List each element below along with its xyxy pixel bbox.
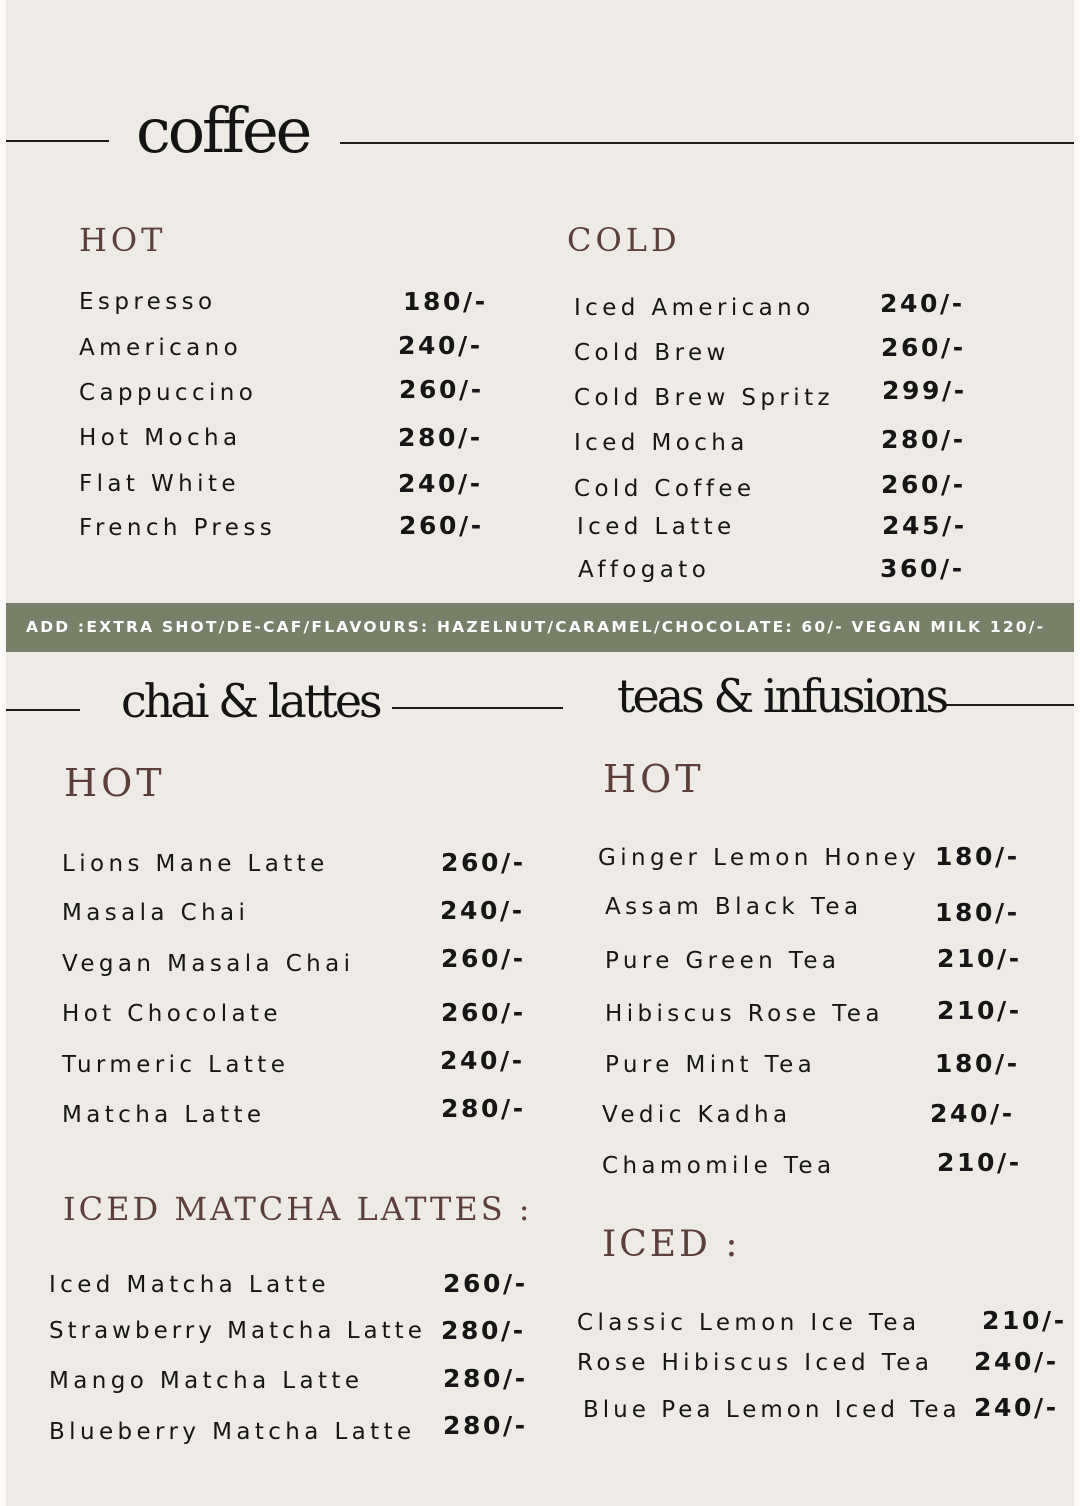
list-item-price: 240/- [880,289,965,318]
list-item-name: Espresso [79,289,217,315]
list-item-price: 240/- [398,331,483,360]
list-item-name: Flat White [79,471,240,497]
chai-rule-right [392,707,563,709]
list-item-price: 240/- [440,1046,525,1075]
list-item-price: 180/- [935,898,1020,927]
list-item-name: Americano [79,335,243,361]
teas-iced-heading: ICED : [602,1224,741,1265]
list-item-price: 245/- [882,511,967,540]
list-item-name: Strawberry Matcha Latte [49,1318,426,1344]
list-item-price: 260/- [881,333,966,362]
list-item-price: 260/- [881,470,966,499]
coffee-title: coffee [136,94,310,167]
list-item-name: Cold Coffee [574,476,756,502]
list-item-name: Affogato [578,557,711,583]
list-item-name: Rose Hibiscus Iced Tea [577,1350,934,1376]
list-item-name: Vegan Masala Chai [62,951,355,977]
list-item-name: Matcha Latte [62,1102,266,1128]
list-item-price: 210/- [937,1148,1022,1177]
list-item-price: 180/- [935,842,1020,871]
left-page-edge [0,0,6,1506]
list-item-name: Blueberry Matcha Latte [49,1419,416,1445]
list-item-name: Iced Latte [577,514,736,540]
list-item-name: Pure Green Tea [605,948,841,974]
list-item-price: 360/- [880,554,965,583]
list-item-price: 210/- [982,1306,1067,1335]
list-item-name: Turmeric Latte [62,1052,290,1078]
list-item-price: 240/- [930,1099,1015,1128]
list-item-price: 280/- [443,1411,528,1440]
coffee-cold-heading: COLD [567,221,681,259]
list-item-name: Hot Chocolate [62,1001,282,1027]
list-item-price: 240/- [440,896,525,925]
coffee-rule-left [6,140,109,142]
list-item-price: 260/- [443,1269,528,1298]
list-item-name: Cold Brew Spritz [574,385,834,411]
list-item-name: Masala Chai [62,900,250,926]
list-item-price: 280/- [881,425,966,454]
chai-rule-left [6,709,80,711]
list-item-name: Chamomile Tea [602,1153,836,1179]
list-item-price: 240/- [398,469,483,498]
list-item-name: Vedic Kadha [602,1102,792,1128]
list-item-price: 260/- [441,848,526,877]
list-item-name: Cappuccino [79,380,258,406]
teas-hot-heading: HOT [603,757,705,801]
coffee-rule-right [340,142,1074,144]
list-item-name: Blue Pea Lemon Iced Tea [583,1397,961,1423]
teas-rule-right [946,704,1074,706]
list-item-name: Assam Black Tea [605,894,863,920]
list-item-price: 280/- [398,423,483,452]
addons-banner: ADD :EXTRA SHOT/DE-CAF/FLAVOURS: HAZELNUT/CARAMEL/CHOCOLATE: 60/- VEGAN MILK 120/- [6,603,1074,652]
list-item-name: Lions Mane Latte [62,851,329,877]
list-item-name: French Press [79,515,277,541]
list-item-price: 280/- [443,1364,528,1393]
list-item-price: 260/- [399,375,484,404]
right-page-edge [1074,0,1080,1506]
list-item-price: 260/- [441,944,526,973]
list-item-price: 260/- [399,511,484,540]
list-item-price: 180/- [935,1049,1020,1078]
list-item-price: 280/- [441,1094,526,1123]
chai-lattes-title: chai & lattes [121,674,380,728]
coffee-hot-heading: HOT [79,221,167,259]
iced-matcha-heading: ICED MATCHA LATTES : [63,1190,533,1228]
list-item-name: Iced Mocha [574,430,749,456]
list-item-price: 210/- [937,996,1022,1025]
list-item-price: 260/- [441,998,526,1027]
list-item-price: 240/- [974,1347,1059,1376]
list-item-name: Classic Lemon Ice Tea [577,1310,921,1336]
list-item-name: Ginger Lemon Honey [598,845,921,871]
list-item-price: 240/- [974,1393,1059,1422]
list-item-price: 299/- [882,376,967,405]
list-item-name: Hot Mocha [79,425,242,451]
list-item-name: Mango Matcha Latte [49,1368,364,1394]
list-item-name: Iced Matcha Latte [49,1272,330,1298]
list-item-price: 180/- [403,287,488,316]
list-item-name: Cold Brew [574,340,730,366]
list-item-price: 280/- [441,1316,526,1345]
teas-infusions-title: teas & infusions [617,669,947,723]
chai-hot-heading: HOT [64,761,166,805]
list-item-name: Pure Mint Tea [605,1052,817,1078]
list-item-name: Hibiscus Rose Tea [605,1001,884,1027]
list-item-name: Iced Americano [574,295,815,321]
list-item-price: 210/- [937,944,1022,973]
